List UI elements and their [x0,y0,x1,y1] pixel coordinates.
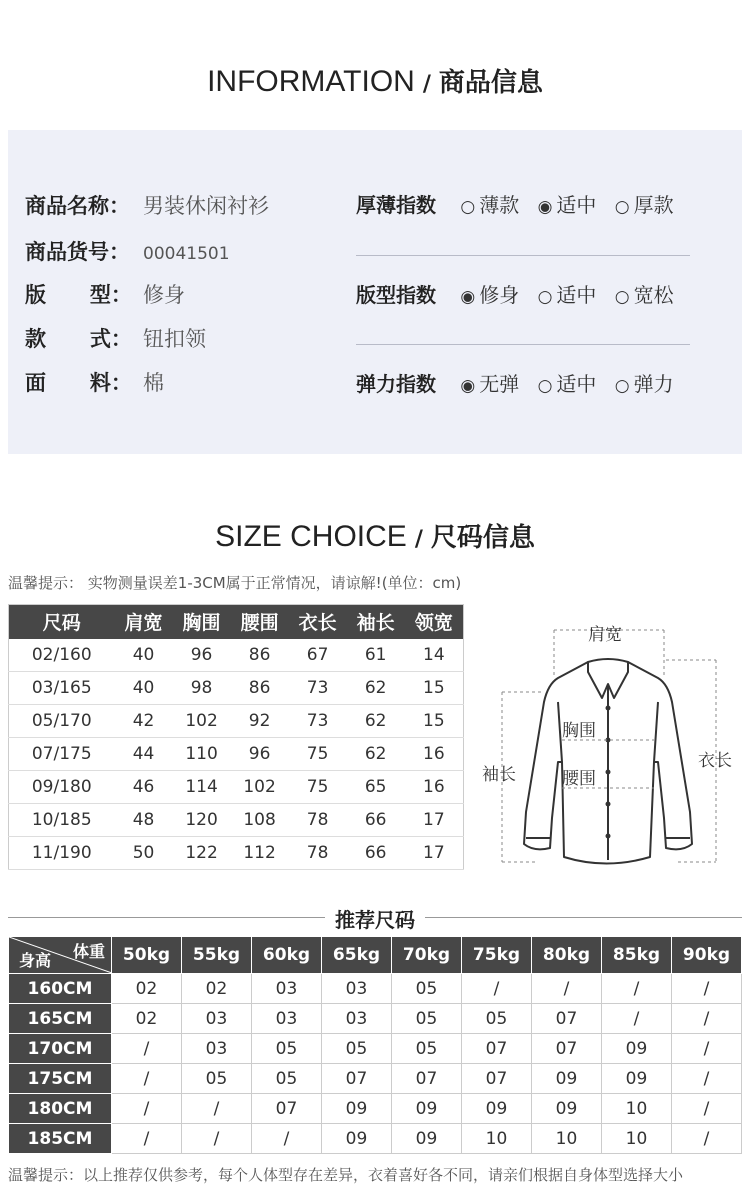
table-row [9,1064,742,1094]
recommend-note: 温馨提示：以上推荐仅供参考，每个人体型存在差异，衣着喜好各不同，请亲们根据自身体型选择大小 [8,1166,684,1184]
recommend-cell: 03 [252,974,322,1004]
recommend-cell: / [672,1094,742,1124]
size-cell: 120 [173,804,231,837]
height-header-cell: 170CM [9,1034,112,1064]
size-cell: 73 [289,672,347,705]
size-cell: 75 [289,738,347,771]
label-sleeve: 袖长 [482,765,516,785]
size-cell: 03/165 [9,672,115,705]
radio-on-icon: ◉ [460,287,476,307]
recommend-cell: 10 [532,1124,602,1154]
size-cell: 62 [347,705,405,738]
recommend-cell: / [252,1124,322,1154]
option-loose: ○ 宽松 [614,283,674,307]
table-row [9,837,464,870]
recommend-cell: 03 [182,1004,252,1034]
recommend-cell: 09 [602,1034,672,1064]
label-waist: 腰围 [562,769,596,789]
size-cell: 108 [231,804,289,837]
size-cell: 42 [115,705,173,738]
size-choice-title: SIZE CHOICE / 尺码信息 [215,520,535,553]
size-cell: 17 [405,804,464,837]
recommend-cell: / [672,1034,742,1064]
recommend-cell: / [182,1124,252,1154]
recommend-cell: 07 [392,1064,462,1094]
recommend-cell: / [532,974,602,1004]
weight-header-cell: 50kg [112,937,182,974]
recommend-cell: / [672,974,742,1004]
table-row [9,639,464,672]
size-cell: 48 [115,804,173,837]
attr-name: 商品名称： 男装休闲衬衫 [25,194,269,218]
recommend-cell: / [182,1094,252,1124]
recommend-title: 推荐尺码 [8,904,742,930]
size-cell: 78 [289,837,347,870]
table-row [9,1034,742,1064]
recommend-cell: / [112,1124,182,1154]
size-cell: 86 [231,639,289,672]
size-cell: 17 [405,837,464,870]
recommend-cell: 05 [392,1004,462,1034]
recommend-cell: 03 [252,1004,322,1034]
weight-header-cell: 55kg [182,937,252,974]
recommend-cell: 07 [462,1034,532,1064]
recommend-cell: / [672,1004,742,1034]
table-row [9,804,464,837]
recommend-cell: / [462,974,532,1004]
size-cell: 02/160 [9,639,115,672]
recommend-cell: / [602,1004,672,1034]
size-cell: 98 [173,672,231,705]
recommend-cell: 03 [322,974,392,1004]
size-cell: 16 [405,738,464,771]
size-cell: 09/180 [9,771,115,804]
size-cell: 62 [347,738,405,771]
label-shoulder: 肩宽 [588,625,622,645]
attr-code: 商品货号： 00041501 [25,240,230,264]
size-cell: 110 [173,738,231,771]
recommend-cell: / [112,1034,182,1064]
size-cell: 78 [289,804,347,837]
recommend-cell: 09 [532,1064,602,1094]
option-stretch: ○ 弹力 [614,372,674,396]
size-cell: 102 [231,771,289,804]
information-title-en: INFORMATION [207,65,415,98]
height-header-cell: 180CM [9,1094,112,1124]
recommend-cell: 07 [462,1064,532,1094]
height-header-cell: 185CM [9,1124,112,1154]
recommend-cell: 10 [602,1124,672,1154]
size-cell: 05/170 [9,705,115,738]
weight-header-cell: 70kg [392,937,462,974]
size-cell: 96 [173,639,231,672]
recommend-cell: 10 [602,1094,672,1124]
recommend-cell: 05 [252,1064,322,1094]
weight-header-cell: 60kg [252,937,322,974]
table-row [9,705,464,738]
size-cell: 11/190 [9,837,115,870]
recommend-cell: 03 [182,1034,252,1064]
size-cell: 44 [115,738,173,771]
radio-off-icon: ○ [614,287,630,307]
size-cell: 96 [231,738,289,771]
height-header-cell: 165CM [9,1004,112,1034]
table-row [9,1124,742,1154]
recommend-cell: 09 [462,1094,532,1124]
label-length: 衣长 [698,751,732,771]
information-title-cn: 商品信息 [438,68,543,98]
recommend-cell: 09 [392,1124,462,1154]
table-row [9,771,464,804]
index-elastic: 弹力指数 ◉ 无弹 ○ 适中 ○ 弹力 [356,372,674,396]
size-cell: 114 [173,771,231,804]
size-note: 温馨提示： 实物测量误差1-3CM属于正常情况，请谅解!(单位：cm) [8,574,462,592]
size-cell: 50 [115,837,173,870]
size-cell: 15 [405,705,464,738]
size-cell: 40 [115,639,173,672]
recommend-cell: / [602,974,672,1004]
recommend-cell: 05 [322,1034,392,1064]
size-cell: 112 [231,837,289,870]
recommend-cell: 02 [182,974,252,1004]
weight-header-cell: 90kg [672,937,742,974]
attr-fabric: 面 料： 棉 [25,371,164,395]
size-cell: 65 [347,771,405,804]
size-cell: 10/185 [9,804,115,837]
size-cell: 46 [115,771,173,804]
recommend-cell: 09 [392,1094,462,1124]
recommend-table [8,936,742,1154]
radio-off-icon: ○ [537,376,553,396]
recommend-cell: 05 [252,1034,322,1064]
height-header-cell: 160CM [9,974,112,1004]
recommend-cell: 10 [462,1124,532,1154]
option-medium-stretch: ○ 适中 [537,372,597,396]
size-header-cell: 袖长 [347,605,405,639]
recommend-cell: / [672,1124,742,1154]
corner-cell: 体重 身高 [9,937,112,974]
radio-on-icon: ◉ [537,197,553,217]
size-header-cell: 领宽 [405,605,464,639]
recommend-cell: / [112,1064,182,1094]
index-fit: 版型指数 ◉ 修身 ○ 适中 ○ 宽松 [356,283,674,307]
option-medium: ◉ 适中 [537,193,597,217]
shirt-diagram [478,612,742,872]
option-thick: ○ 厚款 [614,193,674,217]
size-cell: 66 [347,804,405,837]
size-table [8,604,464,870]
size-header-cell: 胸围 [173,605,231,639]
attr-fit: 版 型： 修身 [25,283,185,307]
recommend-cell: / [672,1064,742,1094]
radio-off-icon: ○ [460,197,476,217]
size-header-cell: 衣长 [289,605,347,639]
recommend-cell: 09 [532,1094,602,1124]
size-cell: 62 [347,672,405,705]
information-title: INFORMATION / 商品信息 [207,65,543,98]
radio-off-icon: ○ [614,197,630,217]
recommend-cell: 05 [462,1004,532,1034]
weight-header-cell: 80kg [532,937,602,974]
shirt-outline-icon [478,612,742,872]
option-no-stretch: ◉ 无弹 [460,372,520,396]
recommend-cell: 09 [322,1124,392,1154]
recommend-cell: 07 [322,1064,392,1094]
table-row [9,974,742,1004]
size-cell: 15 [405,672,464,705]
radio-off-icon: ○ [614,376,630,396]
weight-header-cell: 85kg [602,937,672,974]
table-row [9,1004,742,1034]
table-row [9,672,464,705]
size-cell: 14 [405,639,464,672]
index-thickness: 厚薄指数 ○ 薄款 ◉ 适中 ○ 厚款 [356,193,674,217]
recommend-cell: 07 [532,1034,602,1064]
recommend-cell: / [112,1094,182,1124]
size-header-cell: 腰围 [231,605,289,639]
divider [356,255,690,256]
size-cell: 73 [289,705,347,738]
size-cell: 102 [173,705,231,738]
weight-header-cell: 65kg [322,937,392,974]
size-cell: 86 [231,672,289,705]
size-header-cell: 尺码 [9,605,115,639]
size-cell: 66 [347,837,405,870]
size-cell: 40 [115,672,173,705]
size-cell: 61 [347,639,405,672]
recommend-cell: 07 [252,1094,322,1124]
size-cell: 75 [289,771,347,804]
size-cell: 122 [173,837,231,870]
recommend-cell: 05 [392,974,462,1004]
option-thin: ○ 薄款 [460,193,520,217]
option-regular: ○ 适中 [537,283,597,307]
recommend-cell: 05 [182,1064,252,1094]
size-header-cell: 肩宽 [115,605,173,639]
recommend-cell: 05 [392,1034,462,1064]
divider [356,344,690,345]
label-chest: 胸围 [562,721,596,741]
radio-on-icon: ◉ [460,376,476,396]
size-cell: 67 [289,639,347,672]
recommend-cell: 03 [322,1004,392,1034]
height-header-cell: 175CM [9,1064,112,1094]
option-slim: ◉ 修身 [460,283,520,307]
recommend-cell: 02 [112,1004,182,1034]
radio-off-icon: ○ [537,287,553,307]
table-row [9,738,464,771]
table-row [9,1094,742,1124]
recommend-cell: 02 [112,974,182,1004]
recommend-cell: 07 [532,1004,602,1034]
attr-style: 款 式： 钮扣领 [25,327,206,351]
size-cell: 16 [405,771,464,804]
recommend-cell: 09 [322,1094,392,1124]
recommend-cell: 09 [602,1064,672,1094]
size-cell: 92 [231,705,289,738]
size-cell: 07/175 [9,738,115,771]
weight-header-cell: 75kg [462,937,532,974]
